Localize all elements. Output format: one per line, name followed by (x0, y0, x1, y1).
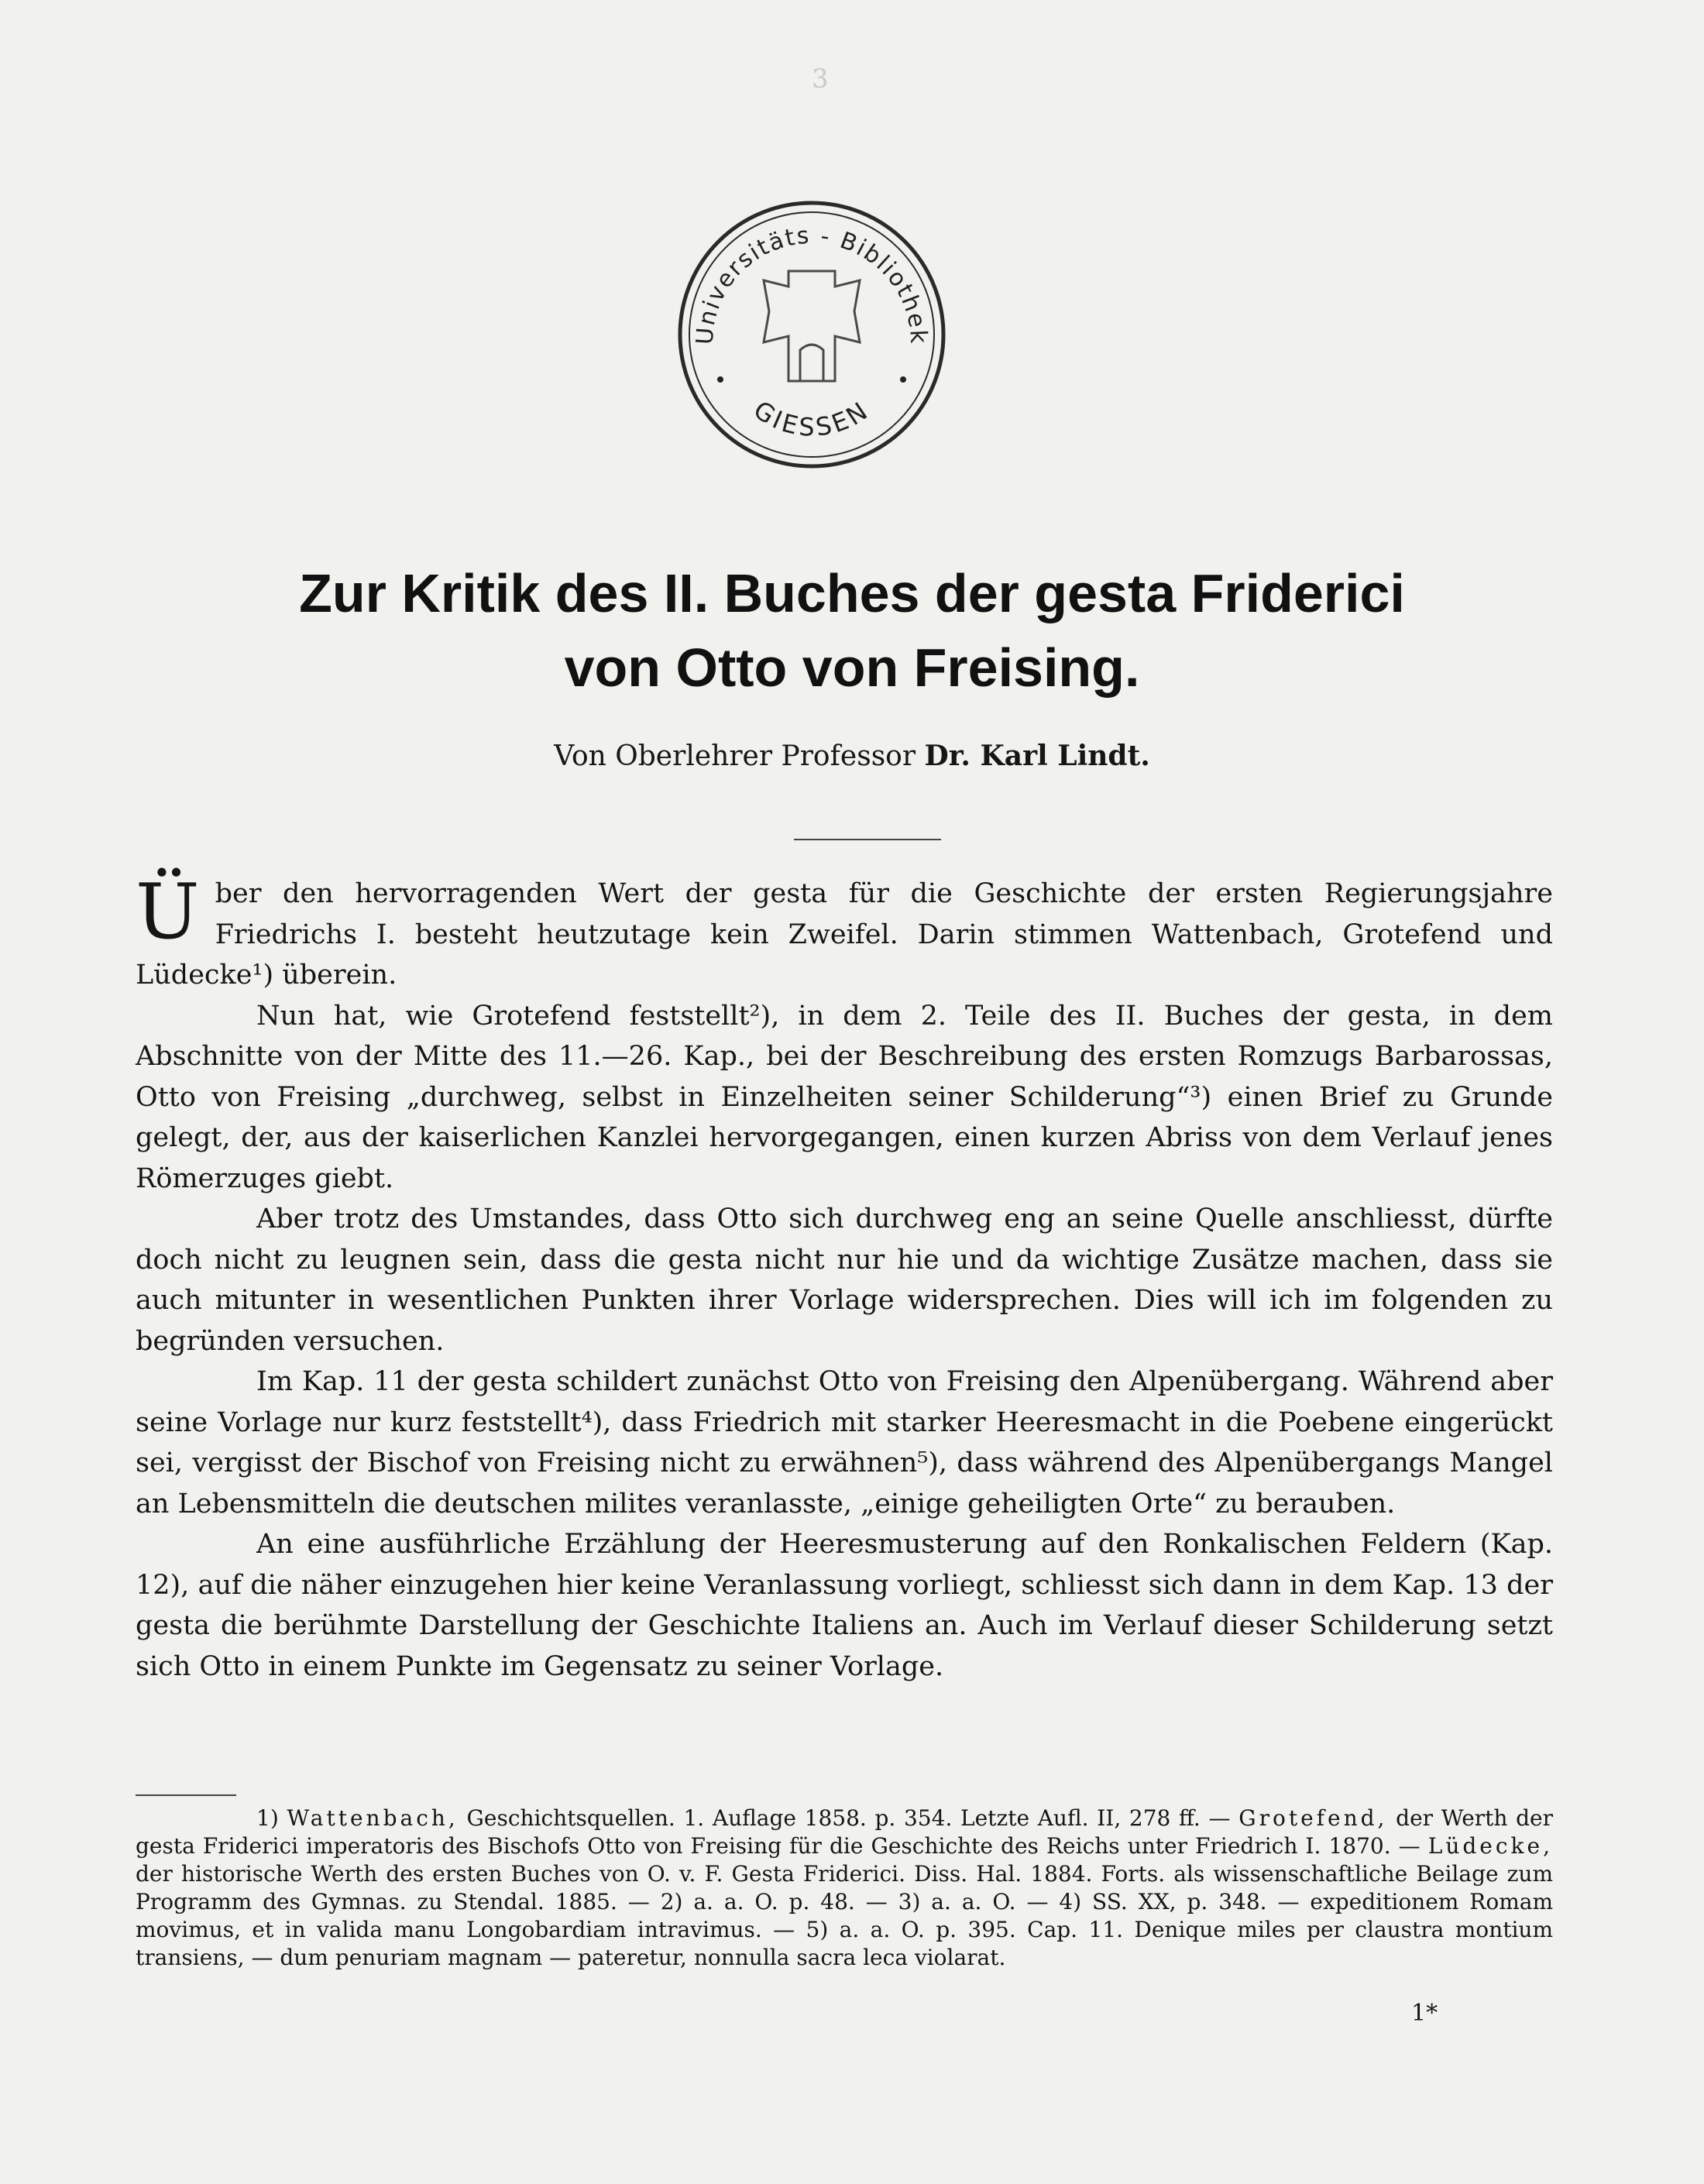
paragraph-1-text: ber den hervorragenden Wert der gesta für die Geschichte der ersten Regierungsjahre Friedrichs I. besteht heutzutage kein Zweifel. Darin stimmen Wattenbach, Grotefend und Lüdecke¹) überein. (136, 878, 1553, 991)
svg-text:GIESSEN (748, 395, 875, 442)
drop-cap: Ü (136, 868, 200, 956)
paragraph-1 (136, 868, 1553, 996)
footnote-1 (136, 1805, 1553, 1972)
paragraph-4: Im Kap. 11 der gesta schildert zunächst Otto von Freising den Alpenübergang. Während aber seine Vorlage nur kurz feststellt⁴), dass Friedrich mit starker Heeresmacht in die Poebene eingerückt sei, vergisst der Bischof von Freising nicht zu erwähnen⁵), dass während des Alpenübergangs Mangel an Lebensmitteln die deutschen milites veranlasste, „einige geheiligten Orte“ zu berauben. (136, 1366, 1553, 1520)
paragraph-3: Aber trotz des Umstandes, dass Otto sich durchweg eng an seine Quelle anschliesst, dürfte doch nicht zu leugnen sein, dass die gesta nicht nur hie und da wichtige Zusätze machen, dass sie auch mitunter in wesentlichen Punkten ihrer Vorlage widersprechen. Dies will ich im folgenden zu begründen versuchen. (136, 1204, 1553, 1357)
footnote-1-text-c: der historische Werth des ersten Buches von O. v. F. Gesta Friderici. Diss. Hal. 1884. Forts. als wissenschaftliche Beilage zum Programm des Gymnas. zu Stendal. 1885. — 2) a. a. O. p. 48. — 3) a. a. O. — 4) SS. XX, p. 348. — expeditionem Romam movimus, et in valida manu Longobardiam intravimus. — 5) a. a. O. p. 395. Cap. 11. Denique miles per claustra montium transiens, — dum penuriam magnam — pateretur, nonnulla sacra leca violarat. (136, 1861, 1553, 1970)
author-name: Dr. Karl Lindt. (924, 740, 1150, 772)
footnote-1-text-a: Geschichtsquellen. 1. Auflage 1858. p. 354. Letzte Aufl. II, 278 ff. — (466, 1805, 1231, 1831)
library-stamp (672, 195, 951, 474)
author-line (0, 737, 1704, 775)
title-divider (794, 839, 941, 840)
tower-emblem-icon (764, 271, 860, 381)
svg-text:Universitäts - Bibliothek (692, 222, 933, 345)
footnote-author-wattenbach: Wattenbach, (287, 1805, 459, 1831)
footnotes (136, 1805, 1553, 1972)
footnote-1-text-b: der Werth der gesta Friderici imperatoris des Bischofs Otto von Freising für die Geschichte des Reichs unter Friedrich I. 1870. — (136, 1805, 1553, 1859)
stamp-top-text: Universitäts - Bibliothek (691, 221, 933, 346)
title-line-2: von Otto von Freising. (564, 637, 1140, 698)
footnote-author-luedecke: Lüdecke, (1427, 1833, 1553, 1859)
signature-mark: 1* (1411, 2000, 1438, 2027)
article-title (0, 556, 1704, 705)
page-number: 3 (812, 64, 829, 94)
paragraph-5: An eine ausführliche Erzählung der Heeresmusterung auf den Ronkalischen Feldern (Kap. 12), auf die näher einzugehen hier keine Veranlassung vorliegt, schliesst sich dann in dem Kap. 13 der gesta die berühmte Darstellung der Geschichte Italiens an. Auch im Verlauf dieser Schilderung setzt sich Otto in einem Punkte im Gegensatz zu seiner Vorlage. (136, 1529, 1553, 1682)
footnote-divider (136, 1794, 236, 1796)
paragraph-2: Nun hat, wie Grotefend feststellt²), in dem 2. Teile des II. Buches der gesta, in dem Abschnitte von der Mitte des 11.—26. Kap., bei der Beschreibung des ersten Romzugs Barbarossas, Otto von Freising „durchweg, selbst in Einzelheiten seiner Schilderung“³) einen Brief zu Grunde gelegt, der, aus der kaiserlichen Kanzlei hervorgegangen, einen kurzen Abriss von dem Verlauf jenes Römerzuges giebt. (136, 1000, 1553, 1194)
footnote-1-number: 1) (256, 1805, 279, 1831)
footnote-author-grotefend: Grotefend, (1238, 1805, 1388, 1831)
title-line-1: Zur Kritik des II. Buches der gesta Friderici (299, 563, 1405, 623)
body-text (136, 868, 1553, 1687)
author-prefix: Von Oberlehrer Professor (554, 740, 916, 772)
stamp-bottom-text: GIESSEN (748, 394, 875, 442)
